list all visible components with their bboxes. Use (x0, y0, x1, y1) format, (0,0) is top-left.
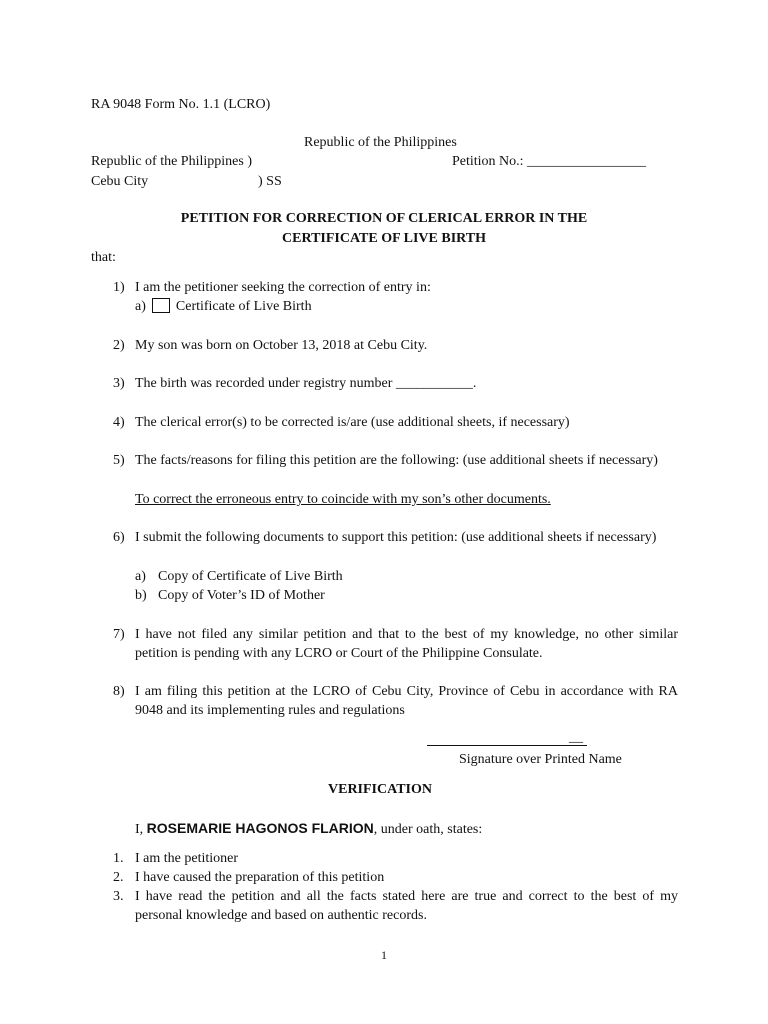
verification-point-2-text: I have caused the preparation of this petition (135, 870, 385, 885)
title-line-1: PETITION FOR CORRECTION OF CLERICAL ERROR IN THE (180, 211, 588, 226)
item-1-number: 1) (113, 280, 125, 295)
republic-left: Republic of the Philippines ) (91, 154, 252, 169)
republic-center: Republic of the Philippines (304, 135, 457, 150)
item-5-number: 5) (113, 453, 125, 468)
page-number: 1 (381, 948, 387, 962)
verification-point-2-number: 2. (113, 870, 124, 885)
item-8-text: I am filing this petition at the LCRO of Cebu City, Province of Cebu in accordance with RA 9048 and its implementing rules and regulations (135, 684, 678, 718)
certificate-checkbox[interactable] (152, 298, 170, 313)
item-2-text: My son was born on October 13, 2018 at Cebu City. (135, 338, 428, 353)
petition-number-label: Petition No.: _________________ (452, 154, 647, 169)
item-5-reason: To correct the erroneous entry to coincide with my son’s other documents. (135, 492, 551, 507)
verification-point-3-number: 3. (113, 889, 124, 904)
petitioner-name: ROSEMARIE HAGONOS FLARION (146, 820, 374, 836)
item-7-number: 7) (113, 627, 125, 642)
signature-line (427, 745, 587, 746)
item-1-sub-text: Certificate of Live Birth (175, 299, 312, 314)
item-6-sub-b-label: b) (135, 588, 147, 603)
verification-statement (135, 819, 482, 839)
item-1-sub-label: a) (135, 299, 146, 314)
item-6-text: I submit the following documents to support this petition: (use additional sheets if necessary) (135, 530, 657, 545)
item-3-number: 3) (113, 376, 125, 391)
item-5-text: The facts/reasons for filing this petition are the following: (use additional sheets if necessary) (135, 453, 658, 468)
item-6-sub-b-text: Copy of Voter’s ID of Mother (158, 588, 325, 603)
item-7-text: I have not filed any similar petition and that to the best of my knowledge, no other similar petition is pending with any LCRO or Court of the Philippine Consulate. (135, 627, 678, 661)
item-4-number: 4) (113, 415, 125, 430)
verification-prefix: I, (135, 822, 144, 837)
verification-point-1-text: I am the petitioner (135, 851, 239, 866)
item-2-number: 2) (113, 338, 125, 353)
item-1-sub (135, 297, 312, 316)
signature-label: Signature over Printed Name (459, 752, 622, 767)
that-label: that: (91, 250, 116, 265)
form-number: RA 9048 Form No. 1.1 (LCRO) (91, 97, 271, 112)
city-left: Cebu City (91, 174, 149, 189)
item-3-text: The birth was recorded under registry number ___________. (135, 376, 477, 391)
verification-point-1-number: 1. (113, 851, 124, 866)
verification-heading: VERIFICATION (328, 782, 432, 797)
signature-underscore: __ (569, 730, 583, 745)
item-8-number: 8) (113, 684, 125, 699)
verification-point-3-text: I have read the petition and all the facts stated here are true and correct to the best of my personal knowledge and based on authentic records. (135, 889, 678, 923)
verification-suffix: , under oath, states: (373, 822, 483, 837)
item-6-number: 6) (113, 530, 125, 545)
item-6-sub-a-label: a) (135, 569, 146, 584)
item-6-sub-a-text: Copy of Certificate of Live Birth (158, 569, 343, 584)
ss-marker: ) SS (258, 174, 282, 189)
item-4-text: The clerical error(s) to be corrected is/are (use additional sheets, if necessary) (135, 415, 570, 430)
title-line-2: CERTIFICATE OF LIVE BIRTH (282, 231, 486, 246)
item-1-text: I am the petitioner seeking the correction of entry in: (135, 280, 431, 295)
